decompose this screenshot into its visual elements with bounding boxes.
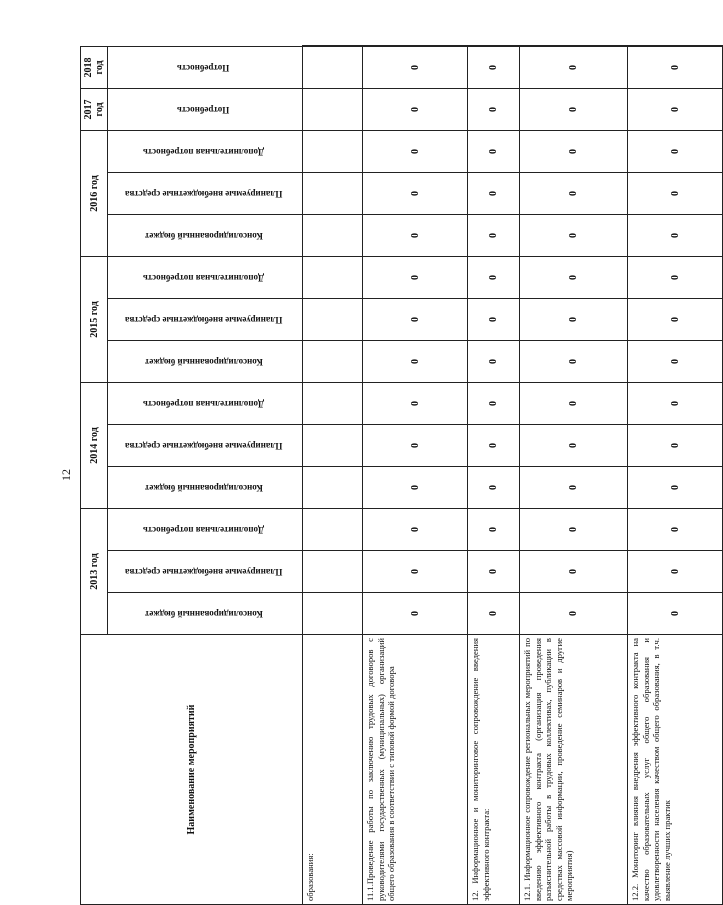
column-subheader	[108, 130, 303, 172]
value-cell	[363, 46, 468, 47]
value-cell	[520, 46, 628, 47]
value-cell: 0	[363, 466, 468, 508]
value-cell: 0	[363, 46, 468, 88]
table-row	[363, 46, 468, 905]
column-subheader-label: Дополнительная потребность	[142, 525, 265, 535]
value-cell: 0	[628, 424, 723, 466]
column-subheader	[108, 508, 303, 550]
value-cell: 0	[468, 46, 520, 88]
activity-name-cell: 12.1. Информационное сопровождение региональных мероприятий по введению эффективного контракта (организация проведения разъяснительной работы в трудовых коллективах, публикации в средствах массовой информации, проведение семинаров и другие мероприятия)	[520, 635, 628, 905]
rotated-page-area	[80, 45, 681, 905]
value-cell: 0	[468, 256, 520, 298]
table-row	[468, 46, 520, 905]
value-cell	[303, 466, 363, 508]
value-cell	[303, 508, 363, 550]
budget-table	[80, 45, 723, 905]
value-cell: 0	[520, 88, 628, 130]
column-subheader	[108, 214, 303, 256]
value-cell: 0	[520, 214, 628, 256]
column-subheader	[108, 382, 303, 424]
column-subheader-label: Консолидированный бюджет	[144, 609, 263, 619]
value-cell: 0	[363, 88, 468, 130]
value-cell: 0	[628, 298, 723, 340]
value-cell: 0	[363, 172, 468, 214]
year-header: 2016 год	[81, 130, 108, 256]
year-header: 2017 год	[81, 88, 108, 130]
value-cell: 0	[363, 551, 468, 593]
value-cell: 0	[363, 593, 468, 635]
value-cell	[303, 172, 363, 214]
value-cell: 0	[363, 508, 468, 550]
value-cell: 0	[468, 298, 520, 340]
activity-name-cell: 12. Информационное и мониторинговое сопровождение введения эффективного контракта:	[468, 635, 520, 905]
value-cell: 0	[520, 130, 628, 172]
value-cell	[303, 593, 363, 635]
table-container	[80, 45, 681, 905]
value-cell: 0	[628, 466, 723, 508]
column-subheader	[108, 46, 303, 88]
value-cell: 0	[468, 88, 520, 130]
value-cell: 0	[363, 256, 468, 298]
value-cell: 0	[363, 214, 468, 256]
value-cell: 0	[468, 214, 520, 256]
table-row	[520, 46, 628, 905]
value-cell	[303, 298, 363, 340]
value-cell	[303, 424, 363, 466]
value-cell: 0	[363, 340, 468, 382]
value-cell	[468, 46, 520, 47]
value-cell: 0	[468, 340, 520, 382]
year-header: 2014 год	[81, 382, 108, 508]
value-cell: 0	[628, 508, 723, 550]
column-subheader-label: Планируемые внебюджетные средства	[124, 567, 283, 577]
value-cell	[303, 130, 363, 172]
year-header-row	[81, 46, 108, 905]
activity-name-cell: образования:	[303, 635, 363, 905]
value-cell: 0	[520, 593, 628, 635]
value-cell: 0	[468, 551, 520, 593]
value-cell: 0	[468, 130, 520, 172]
value-cell: 0	[520, 172, 628, 214]
column-subheader-label: Дополнительная потребность	[142, 146, 265, 157]
column-subheader	[108, 298, 303, 340]
column-subheader	[108, 88, 303, 130]
page-number: 12	[59, 469, 73, 481]
value-cell: 0	[520, 298, 628, 340]
value-cell: 0	[468, 593, 520, 635]
value-cell: 0	[363, 424, 468, 466]
value-cell	[303, 340, 363, 382]
value-cell: 0	[628, 256, 723, 298]
value-cell: 0	[628, 340, 723, 382]
year-header: 2015 год	[81, 256, 108, 382]
table-body	[303, 46, 723, 905]
column-subheader	[108, 466, 303, 508]
value-cell: 0	[628, 88, 723, 130]
column-subheader-label: Планируемые внебюджетные средства	[124, 314, 283, 325]
column-subheader-label: Дополнительная потребность	[142, 272, 265, 283]
column-subheader	[108, 593, 303, 635]
value-cell	[303, 46, 363, 47]
column-subheader-label: Дополнительная потребность	[142, 398, 265, 409]
value-cell: 0	[468, 172, 520, 214]
value-cell: 0	[628, 130, 723, 172]
value-cell	[303, 88, 363, 130]
value-cell: 0	[468, 466, 520, 508]
value-cell: 0	[628, 551, 723, 593]
year-header: 2018 год	[81, 46, 108, 88]
table-row	[303, 46, 363, 905]
value-cell	[303, 214, 363, 256]
value-cell: 0	[363, 130, 468, 172]
value-cell: 0	[520, 508, 628, 550]
column-subheader-label: Консолидированный бюджет	[144, 356, 263, 367]
value-cell: 0	[520, 340, 628, 382]
value-cell: 0	[363, 298, 468, 340]
column-subheader-label: Консолидированный бюджет	[144, 482, 263, 493]
value-cell: 0	[628, 172, 723, 214]
value-cell: 0	[520, 46, 628, 88]
value-cell: 0	[363, 382, 468, 424]
column-subheader	[108, 340, 303, 382]
value-cell: 0	[520, 424, 628, 466]
value-cell: 0	[468, 508, 520, 550]
value-cell: 0	[520, 382, 628, 424]
column-subheader	[108, 172, 303, 214]
column-subheader-label: Консолидированный бюджет	[144, 230, 263, 241]
value-cell: 0	[520, 256, 628, 298]
value-cell: 0	[628, 593, 723, 635]
value-cell	[628, 46, 723, 47]
column-subheader	[108, 551, 303, 593]
column-subheader-label: Потребность	[177, 104, 230, 115]
value-cell: 0	[628, 382, 723, 424]
value-cell: 0	[468, 424, 520, 466]
year-header: 2013 год	[81, 508, 108, 634]
value-cell: 0	[628, 214, 723, 256]
value-cell	[303, 46, 363, 88]
name-column-header: Наименование мероприятий	[81, 635, 303, 905]
value-cell	[303, 551, 363, 593]
value-cell: 0	[628, 46, 723, 88]
column-subheader	[108, 256, 303, 298]
column-subheader-label: Планируемые внебюджетные средства	[124, 440, 283, 451]
value-cell	[303, 256, 363, 298]
column-subheader	[108, 424, 303, 466]
column-subheader-label: Планируемые внебюджетные средства	[124, 188, 283, 199]
activity-name-cell: 11.1.Проведение работы по заключению трудовых договоров с руководителями государственных (муниципальных) организаций общего образования в соответствии с типовой формой договора	[363, 635, 468, 905]
table-row	[628, 46, 723, 905]
activity-name-cell: 12.2. Мониторинг влияния внедрения эффективного контракта на качество образовательных услуг общего образования и удовлетворенности населения качеством общего образования, в т.ч. выявление лучших практик	[628, 635, 723, 905]
value-cell: 0	[468, 382, 520, 424]
value-cell: 0	[520, 466, 628, 508]
value-cell: 0	[520, 551, 628, 593]
column-subheader-label: Потребность	[177, 62, 230, 73]
value-cell	[303, 382, 363, 424]
